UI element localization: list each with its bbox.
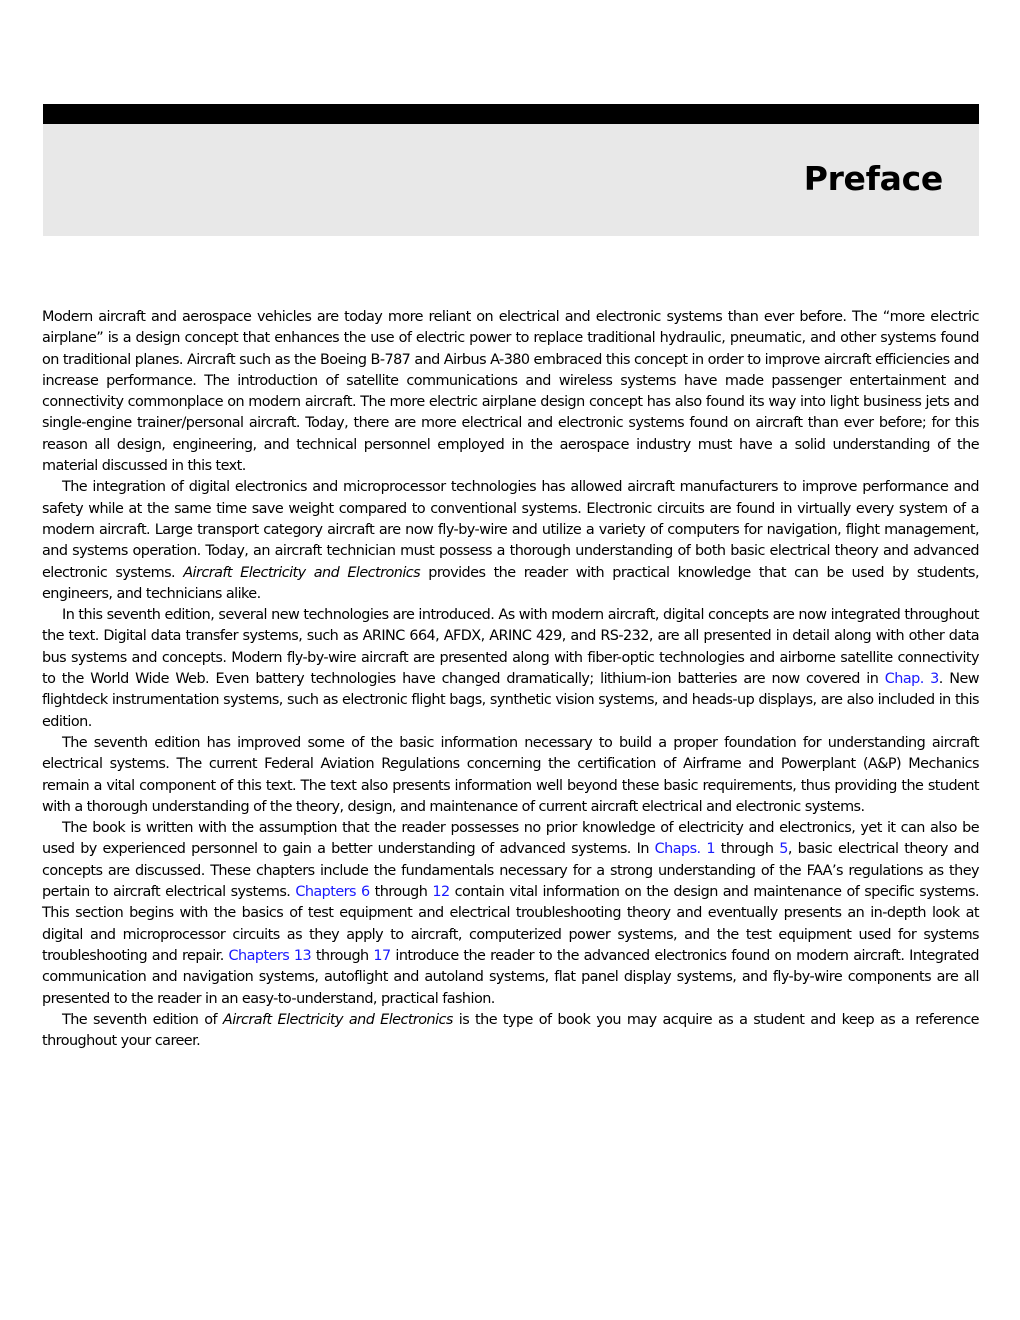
paragraph-5-text-g: introduce the reader to the advanced electronics found on modern aircraft. Integrated communication and navigation systems, autoflight and autoland systems, flat panel display systems, and fly-by-wire components are all presented to the reader in an easy-to-understand, practical fashion. (42, 947, 979, 1007)
body-text (42, 307, 979, 1052)
paragraph-3-text-b: . New flightdeck instrumentation systems, such as electronic flight bags, synthetic vision systems, and heads-up displays, are also included in this edition. (42, 671, 980, 730)
book-title-italic: Aircraft Electricity and Electronics (183, 564, 421, 581)
chapter-1-link[interactable]: Chaps. 1 (654, 841, 715, 858)
paragraph-6-text-b: is the type of book you may acquire as a student and keep as a reference throughout your career. (42, 1011, 979, 1050)
paragraph-5-text-f: through (311, 947, 374, 964)
book-title-italic: Aircraft Electricity and Electronics (222, 1011, 453, 1028)
chapter-6-link[interactable]: Chapters 6 (295, 884, 370, 901)
paragraph-3 (42, 605, 979, 733)
chapter-3-link[interactable]: Chap. 3 (884, 671, 939, 688)
paragraph-5 (42, 818, 979, 1010)
paragraph-6 (42, 1010, 979, 1053)
paragraph-1: Modern aircraft and aerospace vehicles are today more reliant on electrical and electronic systems than ever before. The “more electric airplane” is a design concept that enhances the use of electric power to replace traditional hydraulic, pneumatic, and other systems found on traditional planes. Aircraft such as the Boeing B-787 and Airbus A-380 embraced this concept in order to improve aircraft efficiencies and increase performance. The introduction of satellite communications and wireless systems have made passenger entertainment and connectivity commonplace on modern aircraft. The more electric airplane design concept has also found its way into light business jets and single-engine trainer/personal aircraft. Today, there are more electrical and electronic systems found on aircraft than ever before; for this reason all design, engineering, and technical personnel employed in the aerospace industry must have a solid understanding of the material discussed in this text. (42, 309, 979, 475)
chapter-17-link[interactable]: 17 (373, 947, 391, 964)
chapter-13-link[interactable]: Chapters 13 (228, 947, 312, 964)
chapter-12-link[interactable]: 12 (432, 884, 450, 901)
paragraph-5-text-a: The book is written with the assumption that the reader possesses no prior knowledge of electricity and electronics, yet it can also be used by experienced personnel to gain a better understanding of advanced systems. In (42, 820, 979, 858)
header-bar (43, 104, 979, 124)
paragraph-3-text-a: In this seventh edition, several new technologies are introduced. As with modern aircraft, digital concepts are now integrated throughout the text. Digital data transfer systems, such as ARINC 664, AFDX, ARINC 429, and RS-232, are all presented in detail along with other data bus systems and concepts. Modern fly-by-wire aircraft are presented along with fiber-optic technologies and airborne satellite connectivity to the World Wide Web. Even battery technologies have changed dramatically; lithium-ion batteries are now covered in (42, 607, 979, 688)
paragraph-5-text-e: contain vital information on the design and maintenance of specific systems. This section begins with the basics of test equipment and electrical troubleshooting theory and eventually presents an in-depth look at digital and microprocessor circuits as they apply to aircraft, computerized power systems, and the test equipment used for systems troubleshooting and repair. (42, 884, 979, 964)
paragraph-2-text-b: provides the reader with practical knowledge that can be used by students, engineers, and technicians alike. (42, 564, 979, 602)
paragraph-5-text-b: through (714, 841, 780, 858)
paragraph-6-text-a: The seventh edition of (62, 1011, 223, 1028)
header-panel (43, 124, 979, 236)
paragraph-2-text-a: The integration of digital electronics and microprocessor technologies has allowed aircraft manufacturers to improve performance and safety while at the same time save weight compared to conventional systems. Electronic circuits are found in virtually every system of a modern aircraft. Large transport category aircraft are now fly-by-wire and utilize a variety of computers for navigation, flight management, and systems operation. Today, an aircraft technician must possess a thorough understanding of both basic electrical theory and advanced electronic systems. (42, 479, 979, 581)
paragraph-2 (42, 477, 979, 605)
chapter-5-link[interactable]: 5 (779, 841, 788, 858)
paragraph-5-text-d: through (369, 884, 433, 901)
paragraph-5-text-c: , basic electrical theory and concepts are discussed. These chapters include the fundamentals necessary for a strong understanding of the FAA’s regulations as they pertain to aircraft electrical systems. (42, 841, 979, 901)
paragraph-4: The seventh edition has improved some of the basic information necessary to build a proper foundation for understanding aircraft electrical systems. The current Federal Aviation Regulations concerning the certification of Airframe and Powerplant (A&P) Mechanics remain a vital component of this text. The text also presents information well beyond these basic requirements, thus providing the student with a thorough understanding of the theory, design, and maintenance of current aircraft electrical and electronic systems. (42, 734, 979, 815)
page-title: Preface (803, 159, 943, 198)
